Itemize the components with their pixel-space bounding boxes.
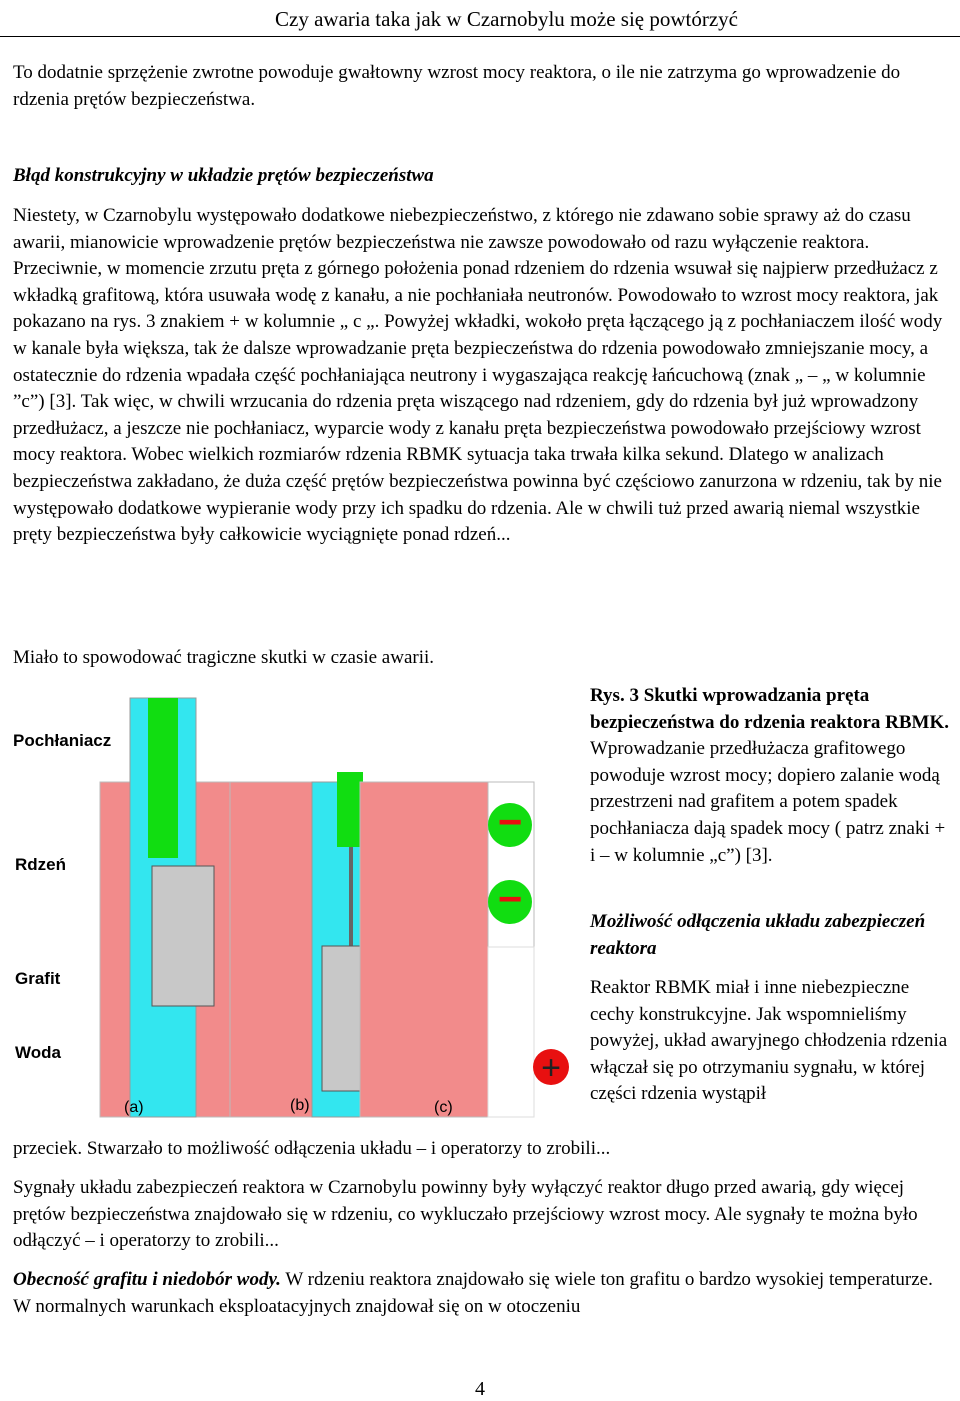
label-column-b: (b): [290, 1097, 310, 1114]
label-column-a: (a): [124, 1099, 144, 1116]
section2-heading: Możliwość odłączenia układu zabezpieczeń reaktora: [590, 911, 926, 959]
label-absorber: Pochłaniacz: [13, 731, 112, 750]
minus-sign-2: −: [497, 875, 523, 922]
absorber-b: [337, 772, 363, 847]
section2-body-side: Reaktor RBMK miał i inne niebezpieczne cechy konstrukcyjne. Jak wspomnieliśmy powyżej, układ awaryjnego chłodzenia rdzenia włączał się po otrzymaniu sygnału, w której części rdzenia wystąpił: [590, 977, 948, 1105]
label-core: Rdzeń: [15, 855, 66, 874]
empty-cell-c2: [488, 947, 534, 1117]
plus-sign: +: [541, 1049, 561, 1087]
minus-sign-1: −: [497, 798, 523, 845]
label-water: Woda: [15, 1043, 61, 1062]
section2-body-continued: przeciek. Stwarzało to możliwość odłączenia układu – i operatorzy to zrobili...: [13, 1138, 611, 1159]
label-column-c: (c): [434, 1099, 453, 1116]
intro-paragraph: To dodatnie sprzężenie zwrotne powoduje gwałtowny wzrost mocy reaktora, o ile nie zatrzyma go wprowadzenie do rdzenia prętów bezpieczeństwa.: [13, 62, 901, 110]
column-c: [360, 782, 569, 1117]
figure-rbmk-rods: [0, 690, 585, 1130]
page-number: 4: [475, 1378, 485, 1400]
section3-body: W rdzeniu reaktora znajdowało się wiele ton grafitu o bardzo wysokiej temperaturze. W normalnych warunkach eksploatacyjnych znajdował się on w otoczeniu: [13, 1269, 933, 1317]
section1-body: Niestety, w Czarnobylu występowało dodatkowe niebezpieczeństwo, z którego nie zdawano sobie sprawy aż do czasu awarii, mianowicie wprowadzenie prętów bezpieczeństwa nie zawsze powodowało od razu wyłączenie reaktora. Przeciwnie, w momencie zrzutu pręta z górnego położenia ponad rdzeniem do rdzenia wsuwał się najpierw przedłużacz z wkładką grafitową, która usuwała wodę z kanału, a nie pochłaniała neutronów. Powodowało to wzrost mocy reaktora, jak pokazano na rys. 3 znakiem + w kolumnie „ c „. Powyżej wkładki, wokoło pręta łączącego ją z pochłaniaczem ilość wody w kanale była większa, tak że dalsze wprowadzanie pręta bezpieczeństwa do rdzenia powodowało zmniejszanie mocy, a ostatecznie do rdzenia wpadała część pochłaniająca neutrony i wygaszająca reakcję łańcuchową (znak „ – „ w kolumnie ”c”) [3]. Tak więc, w chwili wrzucania do rdzenia pręta wiszącego nad rdzeniem, gdy do rdzenia był już wprowadzony przedłużacz, a jeszcze nie pochłaniacz, wyparcie wody z kanału pręta bezpieczeństwa powodowało przejściowy wzrost mocy reaktora. Wobec wielkich rozmiarów rdzenia RBMK sytuacja taka trwała kilka sekund. Dlatego w analizach bezpieczeństwa zakładano, że duża część prętów bezpieczeństwa powinna być częściowo zanurzona w rdzeniu, tak by nie występowało dodatkowe wypieranie wody przy ich spadku do rdzenia. Ale w chwili tuż przed awarią niemal wszystkie pręty bezpieczeństwa były całkowicie wyciągnięte ponad rdzeń...: [13, 205, 943, 546]
section3-paragraph: [13, 1267, 948, 1320]
figure-caption-text: Wprowadzanie przedłużacza grafitowego powoduje wzrost mocy; dopiero zalanie wodą przestrzeni nad grafitem a potem spadek pochłaniacza dają spadek mocy ( patrz znaki + i – w kolumnie „c”) [3].: [590, 738, 946, 866]
figure-caption: [590, 683, 952, 869]
core-block-c: [360, 782, 488, 1117]
section1-conclusion: Miało to spowodować tragiczne skutki w czasie awarii.: [13, 647, 435, 668]
section2-paragraph2: Sygnały układu zabezpieczeń reaktora w Czarnobylu powinny były wyłączyć reaktor długo przed awarią, gdy więcej prętów bezpieczeństwa znajdowało się w rdzeniu, co wykluczało przejściowy wzrost mocy. Ale sygnały te można było odłączyć – i operatorzy to zrobili...: [13, 1177, 918, 1252]
label-graphite: Grafit: [15, 969, 61, 988]
absorber-a: [148, 698, 178, 858]
column-a: [100, 698, 230, 1117]
graphite-a: [152, 866, 214, 1006]
section3-heading: Obecność grafitu i niedobór wody.: [13, 1269, 281, 1290]
figure-caption-title: Rys. 3 Skutki wprowadzania pręta bezpieczeństwa do rdzenia reaktora RBMK.: [590, 685, 950, 733]
connecting-rod-b: [349, 847, 353, 947]
page-header: [0, 6, 960, 37]
section1-heading: Błąd konstrukcyjny w układzie prętów bezpieczeństwa: [13, 165, 434, 186]
header-title: Czy awaria taka jak w Czarnobylu może się powtórzyć: [275, 7, 738, 31]
